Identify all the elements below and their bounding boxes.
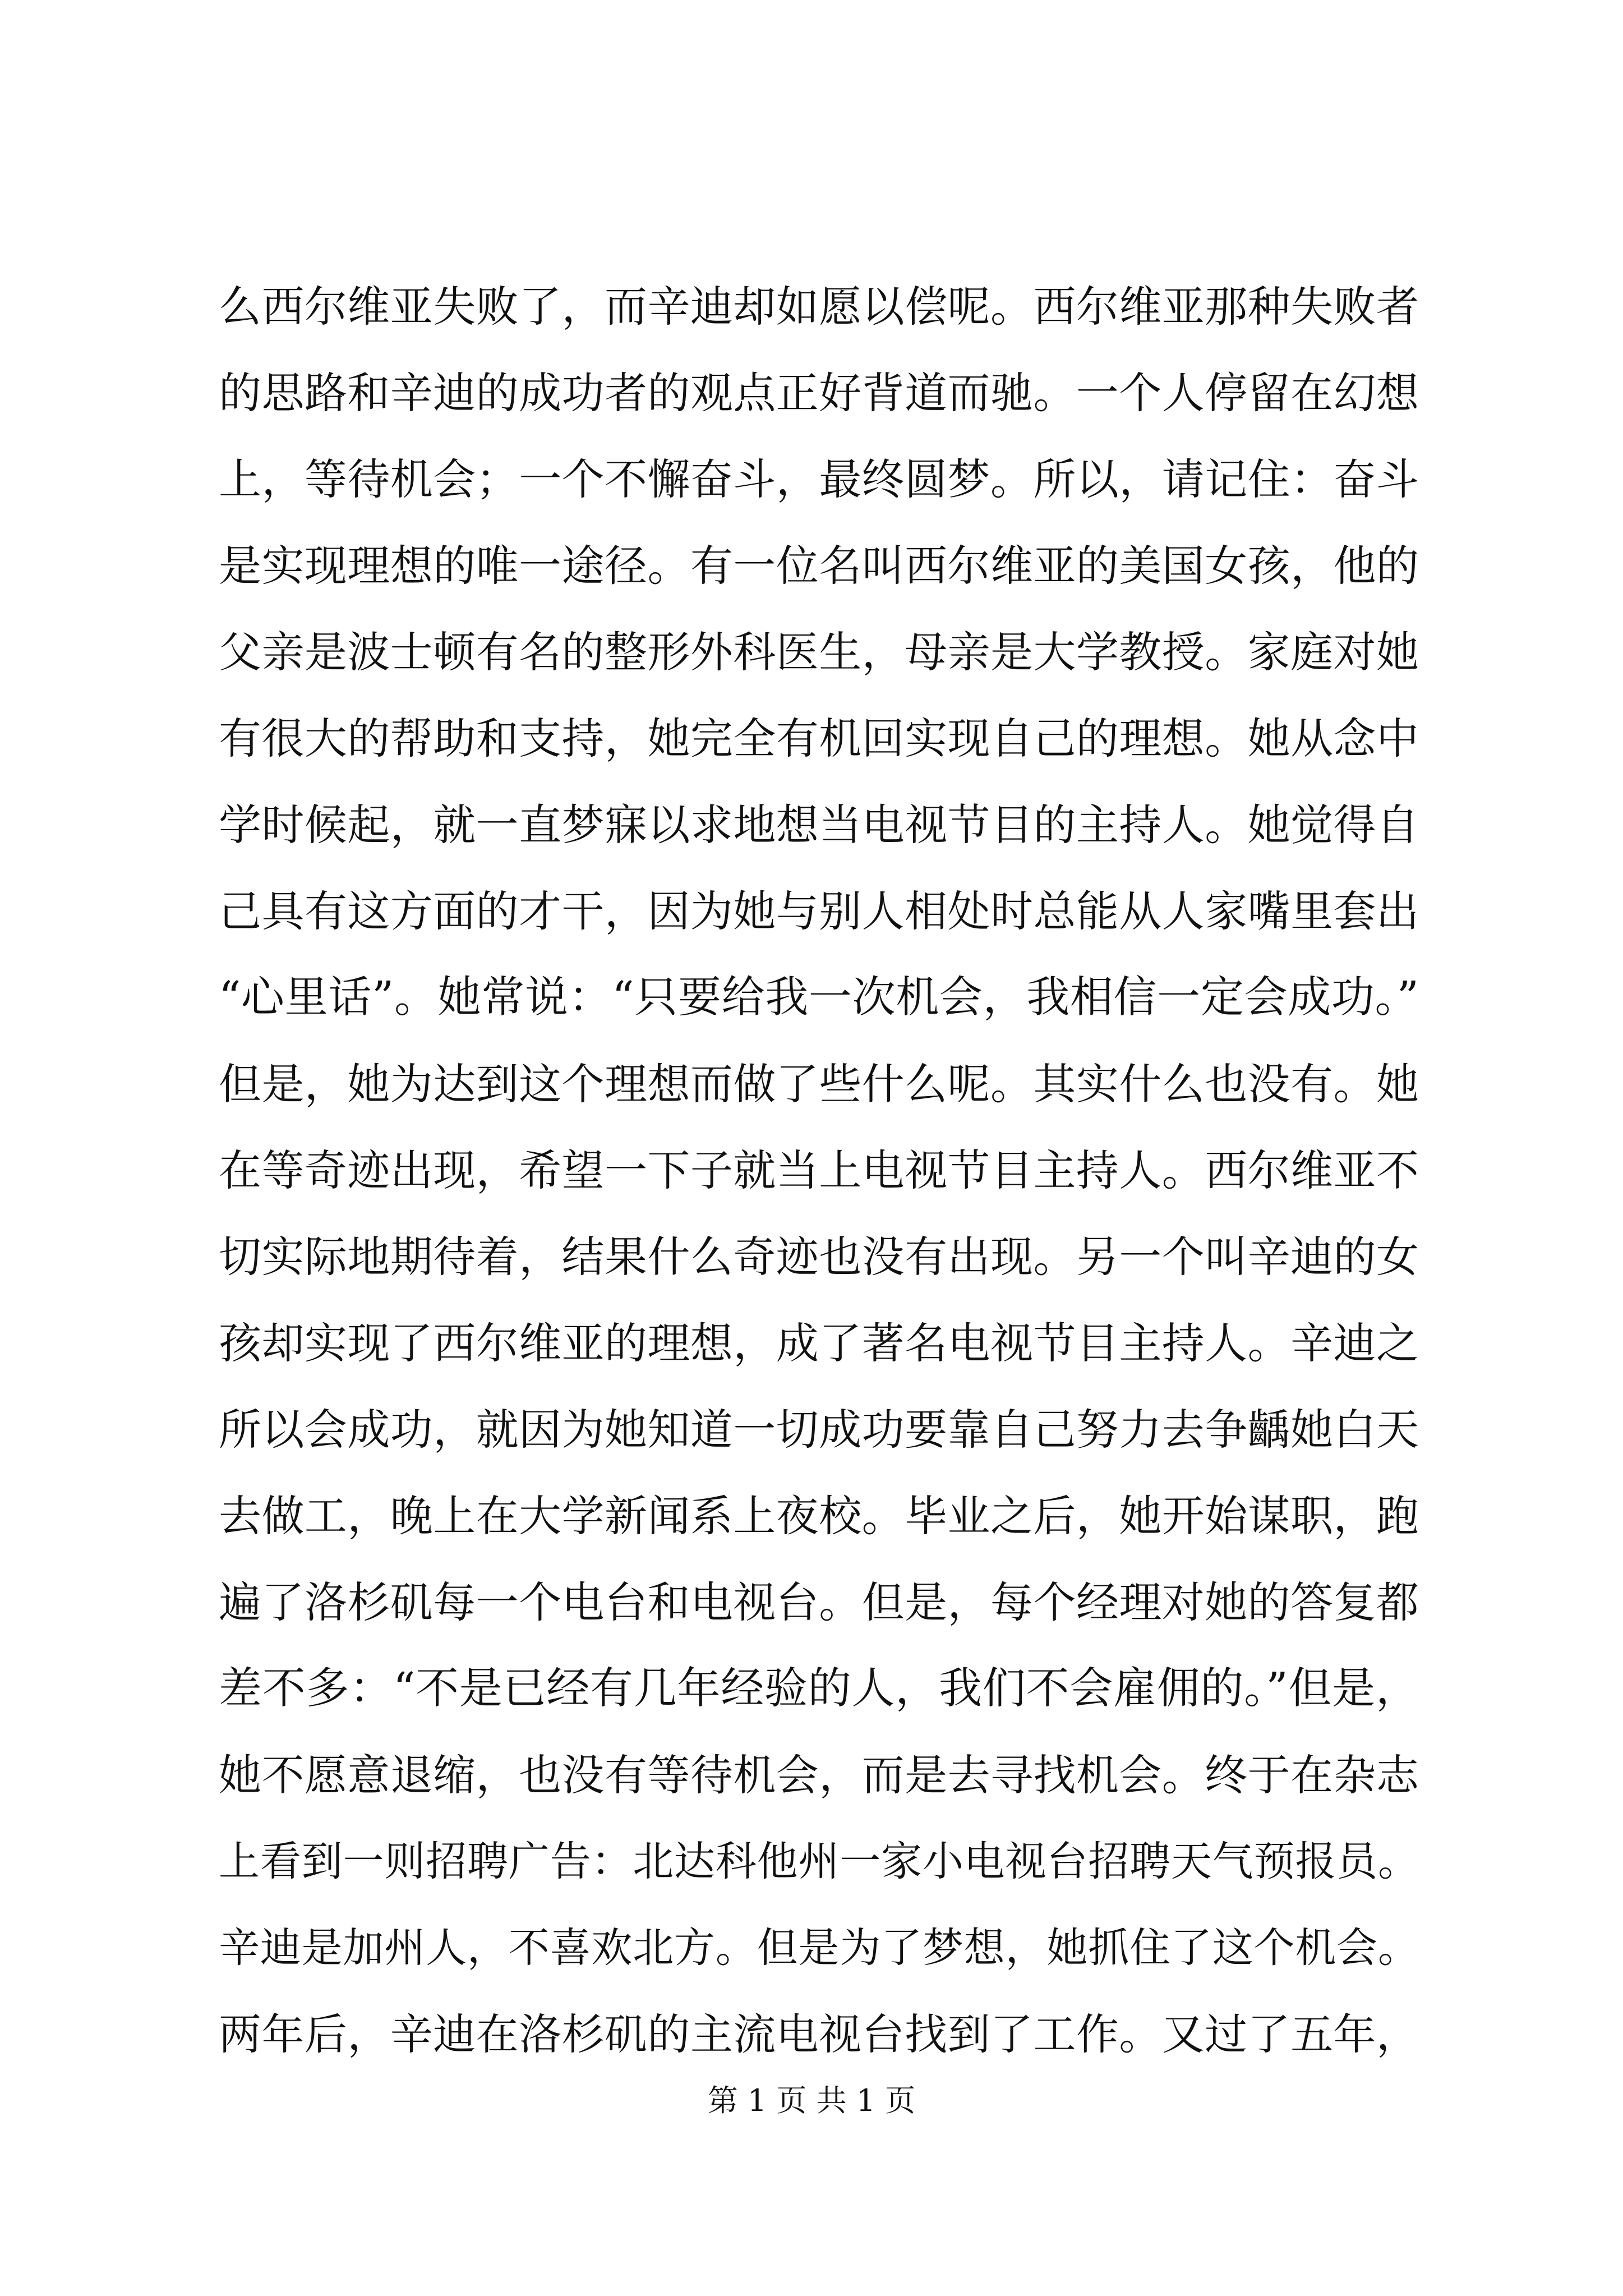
text-line: 所以会成功，就因为她知道一切成功要靠自己努力去争齲她白天 — [219, 1405, 1419, 1455]
text-line: 切实际地期待着，结果什么奇迹也没有出现。另一个叫辛迪的女 — [219, 1232, 1419, 1282]
text-line: 孩却实现了西尔维亚的理想，成了著名电视节目主持人。辛迪之 — [219, 1318, 1419, 1368]
body-text — [219, 264, 1419, 2078]
text-line: 两年后，辛迪在洛杉矶的主流电视台找到了工作。又过了五年， — [219, 2009, 1419, 2059]
text-line: 是实现理想的唯一途径。有一位名叫西尔维亚的美国女孩，他的 — [219, 541, 1419, 591]
text-line: 辛迪是加州人，不喜欢北方。但是为了梦想，她抓住了这个机会。 — [219, 1924, 1419, 1972]
text-line: 上看到一则招聘广告：北达科他州一家小电视台招聘天气预报员。 — [219, 1838, 1419, 1885]
text-line: 父亲是波士顿有名的整形外科医生，母亲是大学教授。家庭对她 — [219, 627, 1419, 677]
text-line: 有很大的帮助和支持，她完全有机回实现自己的理想。她从念中 — [219, 714, 1419, 763]
text-line: 遍了洛杉矶每一个电台和电视台。但是，每个经理对她的答复都 — [219, 1577, 1419, 1627]
text-line: 差不多：“不是已经有几年经验的人，我们不会雇佣的。”但是， — [219, 1664, 1419, 1714]
text-line: 学时候起，就一直梦寐以求地想当电视节目的主持人。她觉得自 — [219, 800, 1419, 850]
text-line: 在等奇迹出现，希望一下子就当上电视节目主持人。西尔维亚不 — [219, 1145, 1419, 1195]
text-line: 但是，她为达到这个理想而做了些什么呢。其实什么也没有。她 — [219, 1059, 1419, 1109]
text-line: 她不愿意退缩，也没有等待机会，而是去寻找机会。终于在杂志 — [219, 1750, 1419, 1800]
page-number: 第 1 页 共 1 页 — [707, 2083, 916, 2118]
text-line: 上，等待机会；一个不懈奋斗，最终圆梦。所以，请记住：奋斗 — [219, 454, 1419, 504]
text-line: 么西尔维亚失败了，而辛迪却如愿以偿呢。西尔维亚那种失败者 — [219, 282, 1419, 332]
text-line: “心里话”。她常说：“只要给我一次机会，我相信一定会成功。” — [219, 973, 1419, 1023]
text-line: 的思路和辛迪的成功者的观点正好背道而驰。一个人停留在幻想 — [219, 368, 1419, 418]
text-line: 去做工，晚上在大学新闻系上夜校。毕业之后，她开始谋职，跑 — [219, 1491, 1419, 1541]
page-footer — [0, 2081, 1623, 2120]
text-line: 己具有这方面的才干，因为她与别人相处时总能从人家嘴里套出 — [219, 886, 1419, 936]
